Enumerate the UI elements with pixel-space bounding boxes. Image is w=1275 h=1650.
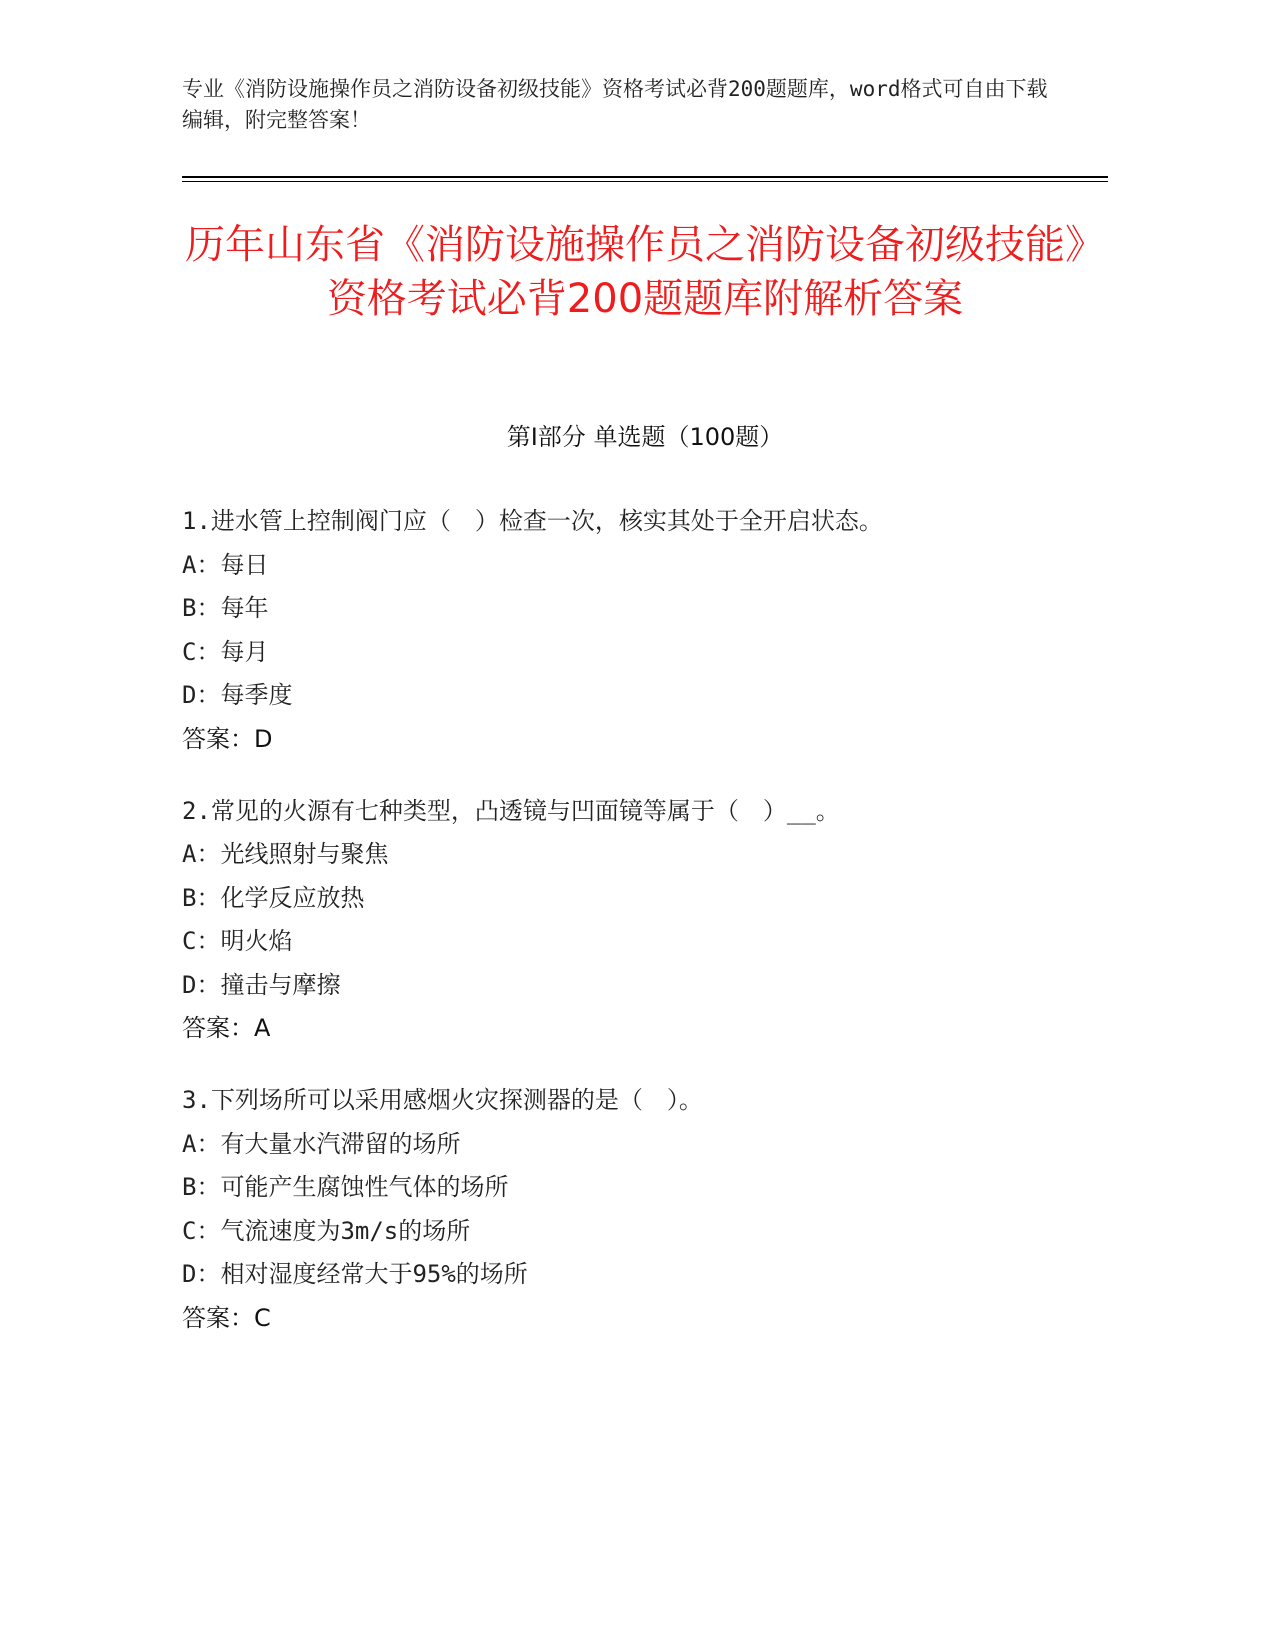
section-title: 第Ⅰ部分 单选题（100题） bbox=[506, 423, 784, 451]
option-b: B：化学反应放热 bbox=[182, 883, 365, 912]
option-c: C：每月 bbox=[182, 637, 269, 666]
option-a: A：光线照射与聚焦 bbox=[182, 840, 389, 868]
question-3 bbox=[182, 1085, 1108, 1333]
question-stem: 1.进水管上控制阀门应（ ）检查一次，核实其处于全开启状态。 bbox=[182, 507, 883, 535]
answer: 答案：A bbox=[182, 1014, 271, 1042]
option-d: D：每季度 bbox=[182, 681, 293, 709]
question-1 bbox=[182, 506, 1108, 754]
option-a: A：有大量水汽滞留的场所 bbox=[182, 1129, 461, 1158]
option-a: A：每日 bbox=[182, 550, 269, 579]
option-d: D：相对湿度经常大于95%的场所 bbox=[182, 1260, 528, 1288]
question-stem: 3.下列场所可以采用感烟火灾探测器的是（ ）。 bbox=[182, 1086, 703, 1114]
question-list bbox=[182, 506, 1108, 1375]
option-c: C：气流速度为3m/s的场所 bbox=[182, 1216, 471, 1245]
question-2 bbox=[182, 796, 1108, 1044]
document-title: 历年山东省《消防设施操作员之消防设备初级技能》资格考试必背200题题库附解析答案 bbox=[185, 222, 1105, 322]
option-b: B：每年 bbox=[182, 594, 269, 622]
header-note: 专业《消防设施操作员之消防设备初级技能》资格考试必背200题题库，word格式可自由下载编辑，附完整答案！ bbox=[182, 77, 1048, 132]
option-c: C：明火焰 bbox=[182, 927, 293, 955]
answer: 答案：D bbox=[182, 724, 273, 753]
option-b: B：可能产生腐蚀性气体的场所 bbox=[182, 1173, 509, 1201]
answer: 答案：C bbox=[182, 1303, 271, 1332]
option-d: D：撞击与摩擦 bbox=[182, 970, 341, 999]
question-stem: 2.常见的火源有七种类型，凸透镜与凹面镜等属于（ ）__。 bbox=[182, 796, 840, 825]
header-rule-thin bbox=[182, 181, 1108, 182]
header-rule-thick bbox=[182, 176, 1108, 178]
